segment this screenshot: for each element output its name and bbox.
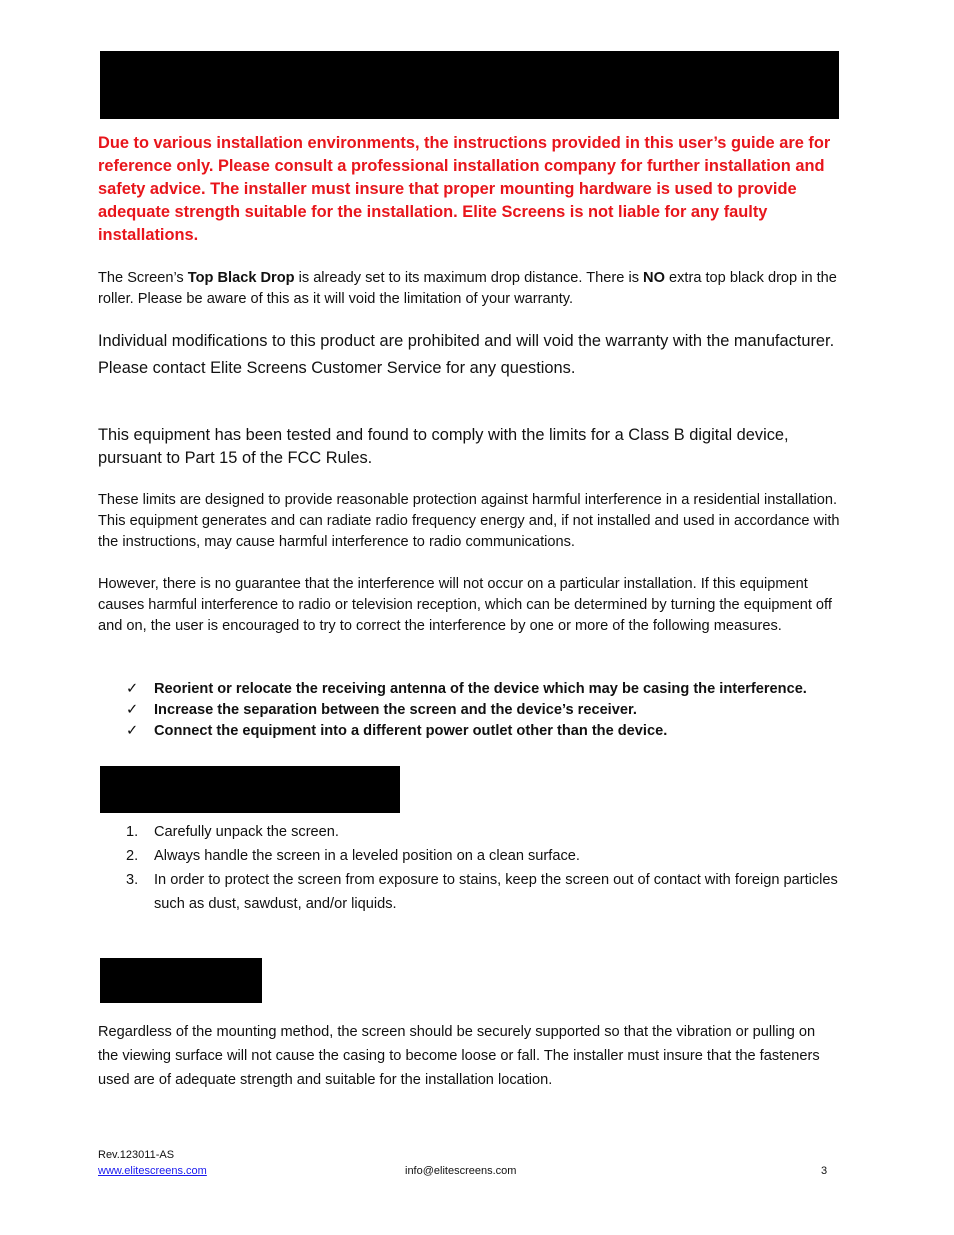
warning-paragraph: Due to various installation environments, the instructions provided in this user’s guide are for reference only. Please consult a professional installation company for further installation and safety advice. The installer must insure that proper mounting hardware is used to provide adequate strength suitable for the installation. Elite Screens is not liable for any faulty installations. xyxy=(98,134,831,244)
fcc-limits-paragraph: These limits are designed to provide reasonable protection against harmful interference in a residential installation. This equipment generates and can radiate radio frequency energy and, if not installed and used in accordance with the instructions, may cause harmful interference to radio communications. xyxy=(98,492,840,550)
header-bar-main xyxy=(100,51,839,119)
revision-label: Rev.123011-AS xyxy=(98,1149,175,1161)
list-item: 2. Always handle the screen in a leveled position on a clean surface. xyxy=(126,848,580,864)
header-bar-mounting xyxy=(100,958,262,1003)
list-item: ✓ Increase the separation between the screen and the device’s receiver. xyxy=(126,700,807,721)
check-icon: ✓ xyxy=(126,723,139,739)
list-item: ✓ Connect the equipment into a different power outlet other than the device. xyxy=(126,721,807,742)
list-item: ✓ Reorient or relocate the receiving antenna of the device which may be casing the interference. xyxy=(126,679,807,700)
mounting-paragraph: Regardless of the mounting method, the screen should be securely supported so that the vibration or pulling on the viewing surface will not cause the casing to become loose or fall. The installer must insure that the fasteners used are of adequate strength and suitable for the installation location. xyxy=(98,1024,820,1088)
check-icon: ✓ xyxy=(126,702,139,718)
fcc-guarantee-paragraph: However, there is no guarantee that the interference will not occur on a particular installation. If this equipment causes harmful interference to radio or television reception, which can be determined by turning the equipment off and on, the user is encouraged to try to correct the interference by one or more of the following measures. xyxy=(98,576,832,634)
list-item: 3. In order to protect the screen from exposure to stains, keep the screen out of contact with foreign particles such as dust, sawdust, and/or liquids. xyxy=(126,872,838,912)
header-bar-handling xyxy=(100,766,400,813)
page-number: 3 xyxy=(821,1165,828,1177)
email-address: info@elitescreens.com xyxy=(405,1165,517,1177)
list-item: 1. Carefully unpack the screen. xyxy=(126,824,339,840)
modifications-notice: Individual modifications to this product are prohibited and will void the warranty with the manufacturer. Please contact Elite Screens Customer Service for any questions. xyxy=(98,332,835,377)
top-black-drop-term: Top Black Drop xyxy=(187,270,295,286)
handling-steps-list xyxy=(126,820,846,916)
top-black-drop-notice: The Screen’s Top Black Drop is already set to its maximum drop distance. There is NO extra top black drop in the roller. Please be aware of this as it will void the limitation of your warranty. xyxy=(98,270,837,307)
no-term: NO xyxy=(643,270,665,286)
fcc-compliance-paragraph: This equipment has been tested and found to comply with the limits for a Class B digital device, pursuant to Part 15 of the FCC Rules. xyxy=(98,426,789,467)
website-link[interactable]: www.elitescreens.com xyxy=(98,1165,207,1177)
check-icon: ✓ xyxy=(126,681,139,697)
interference-measures-list xyxy=(126,679,807,742)
